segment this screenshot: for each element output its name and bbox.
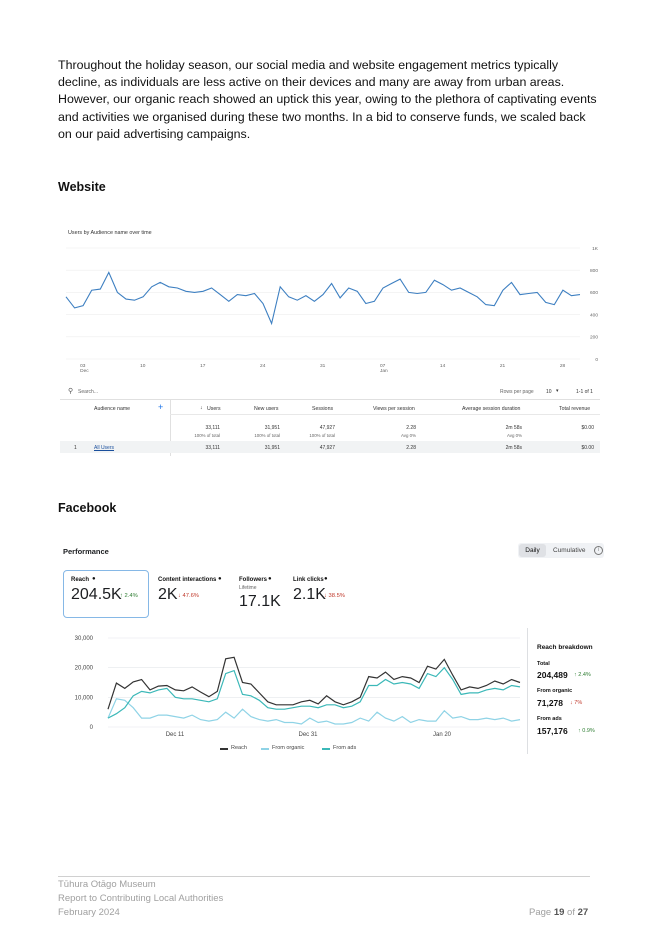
breakdown-total-label: Total <box>537 661 550 667</box>
divider <box>170 414 600 415</box>
card-link-clicks-label: Link clicks <box>293 577 324 583</box>
pagination-text: 1-1 of 1 <box>576 389 593 395</box>
page-total: 27 <box>577 907 589 918</box>
panel-divider <box>527 628 528 754</box>
y-tick-label: 800 <box>589 269 598 274</box>
breakdown-organic-value: 71,278 <box>537 698 563 708</box>
info-icon: ● <box>92 576 96 582</box>
row-audience-link[interactable]: All Users <box>94 445 115 451</box>
col-audience-name[interactable]: Audience name <box>94 406 131 412</box>
y-tick-label: 1K <box>592 246 598 252</box>
y-tick-label: 30,000 <box>74 636 93 642</box>
x-tick-label: Dec 11 <box>165 732 185 738</box>
ga-line-chart <box>60 224 606 384</box>
card-followers-label: Followers <box>239 577 268 583</box>
total-sessions: 47,927 <box>319 425 335 431</box>
x-tick-label: 17 <box>200 364 206 369</box>
divider <box>60 399 600 400</box>
breakdown-ads-value: 157,176 <box>537 726 568 736</box>
total-sessions-sub: 100% of total <box>309 433 335 438</box>
series-line-all-users <box>66 272 580 323</box>
facebook-heading: Facebook <box>58 501 117 515</box>
card-interactions-label: Content interactions <box>158 577 217 583</box>
row-index: 1 <box>74 445 77 451</box>
x-tick-month-label: Dec <box>80 369 89 374</box>
legend-reach-label: Reach <box>231 745 247 751</box>
fb-reach-chart <box>58 630 528 760</box>
info-icon[interactable]: i <box>594 546 603 555</box>
cumulative-button[interactable]: Cumulative <box>553 547 586 554</box>
col-avg-session-duration[interactable]: Average session duration <box>462 406 521 412</box>
breakdown-organic-change: ↓ 7% <box>570 700 583 706</box>
rows-per-page-select[interactable]: 10 <box>546 389 552 395</box>
ga-search-input[interactable]: Search... <box>78 389 99 395</box>
card-interactions-value: 2K <box>158 586 178 603</box>
page-prefix: Page <box>529 907 552 918</box>
col-new-users[interactable]: New users <box>254 406 279 412</box>
breakdown-organic-label: From organic <box>537 688 573 694</box>
card-link-clicks-change: ↓ 38.5% <box>324 593 345 599</box>
y-tick-label: 0 <box>89 725 93 731</box>
x-tick-label: 21 <box>499 364 506 369</box>
ga-chart-title: Users by Audience name over time <box>68 230 152 236</box>
legend-organic-label: From organic <box>272 745 305 751</box>
info-icon: ● <box>324 576 328 582</box>
card-reach-value: 204.5K <box>71 586 122 603</box>
intro-paragraph: Throughout the holiday season, our social media and website engagement metrics typically decline, as individuals are less active on their devices and many are away from urban areas. However, our organic reach showed an uptick this year, owing to the plethora of captivating events and activities we organised during these two months. In a bid to conserve funds, we scaled back on our paid advertising campaigns. <box>58 58 597 141</box>
breakdown-ads-label: From ads <box>537 716 562 722</box>
y-tick-label: 600 <box>589 291 598 297</box>
breakdown-total-change: ↑ 2.4% <box>574 672 591 678</box>
footer-date: February 2024 <box>58 907 120 918</box>
add-dimension-icon[interactable]: + <box>158 402 164 412</box>
footer-report: Report to Contributing Local Authorities <box>58 893 224 904</box>
row-new-users: 31,951 <box>264 445 280 451</box>
website-heading: Website <box>58 180 106 194</box>
info-icon: ● <box>218 576 222 582</box>
row-duration: 2m 58s <box>505 445 522 451</box>
breakdown-total-value: 204,489 <box>537 670 568 680</box>
series-line-ads <box>108 668 520 718</box>
page-current: 19 <box>553 907 565 918</box>
x-tick-label: 07 <box>379 364 386 369</box>
col-views-per-session[interactable]: Views per session <box>373 406 415 412</box>
row-sessions: 47,927 <box>319 445 335 451</box>
legend-ads-label: From ads <box>333 745 357 751</box>
legend-ads-swatch <box>322 748 330 750</box>
card-interactions-change: ↓ 47.6% <box>178 593 199 599</box>
search-icon: ⚲ <box>68 388 74 395</box>
col-users[interactable]: Users <box>207 406 221 412</box>
y-tick-label: 10,000 <box>74 695 93 702</box>
y-tick-label: 200 <box>589 335 598 341</box>
breakdown-ads-change: ↑ 0.9% <box>578 728 595 734</box>
row-revenue: $0.00 <box>581 445 594 451</box>
total-duration-sub: Avg 0% <box>506 433 522 438</box>
x-tick-label: Jan 20 <box>432 732 452 738</box>
x-tick-label: 31 <box>320 364 326 369</box>
card-reach-label: Reach <box>71 577 90 583</box>
y-tick-label: 20,000 <box>74 665 93 672</box>
fb-performance <box>58 540 610 762</box>
x-tick-label: 10 <box>140 364 146 369</box>
fb-performance-title: Performance <box>63 547 109 556</box>
footer-org: Tūhura Otāgo Museum <box>58 879 156 890</box>
card-reach-change: ↑ 2.4% <box>120 593 138 599</box>
reach-breakdown-title: Reach breakdown <box>537 644 593 651</box>
card-link-clicks-value: 2.1K <box>293 586 326 603</box>
total-new-users-sub: 100% of total <box>254 433 280 438</box>
card-followers-value: 17.1K <box>239 593 281 610</box>
total-revenue: $0.00 <box>581 425 594 431</box>
row-users: 33,111 <box>205 445 220 451</box>
chevron-down-icon[interactable]: ▾ <box>556 388 559 394</box>
total-views-sub: Avg 0% <box>400 433 416 438</box>
legend-reach-swatch <box>220 748 228 750</box>
total-views-per-session: 2.28 <box>406 425 416 431</box>
page-number <box>529 907 588 918</box>
total-duration: 2m 58s <box>505 425 522 431</box>
x-tick-label: 03 <box>80 364 86 369</box>
x-tick-month-label: Jan <box>379 369 388 374</box>
row-views-per-session: 2.28 <box>406 445 416 451</box>
x-tick-label: 14 <box>439 364 446 369</box>
x-tick-label: 28 <box>559 364 566 369</box>
series-line-reach <box>108 657 520 709</box>
total-users: 33,111 <box>205 425 220 431</box>
total-new-users: 31,951 <box>264 425 280 431</box>
daily-button[interactable]: Daily <box>519 544 546 557</box>
total-users-sub: 100% of total <box>194 433 220 438</box>
page-of: of <box>567 907 575 918</box>
sort-arrow-icon[interactable]: ↓ <box>200 405 203 411</box>
y-tick-label: 400 <box>589 313 598 319</box>
y-tick-label: 0 <box>595 357 598 363</box>
card-followers-sub: Lifetime <box>239 585 257 591</box>
rows-per-page-label: Rows per page <box>500 389 534 395</box>
info-icon: ● <box>268 576 272 582</box>
x-tick-label: 24 <box>260 364 266 369</box>
col-total-revenue[interactable]: Total revenue <box>559 406 591 412</box>
legend-organic-swatch <box>261 748 269 750</box>
footer-rule <box>58 876 590 877</box>
ga-report <box>60 224 606 460</box>
col-sessions[interactable]: Sessions <box>312 406 334 412</box>
x-tick-label: Dec 31 <box>298 732 318 738</box>
